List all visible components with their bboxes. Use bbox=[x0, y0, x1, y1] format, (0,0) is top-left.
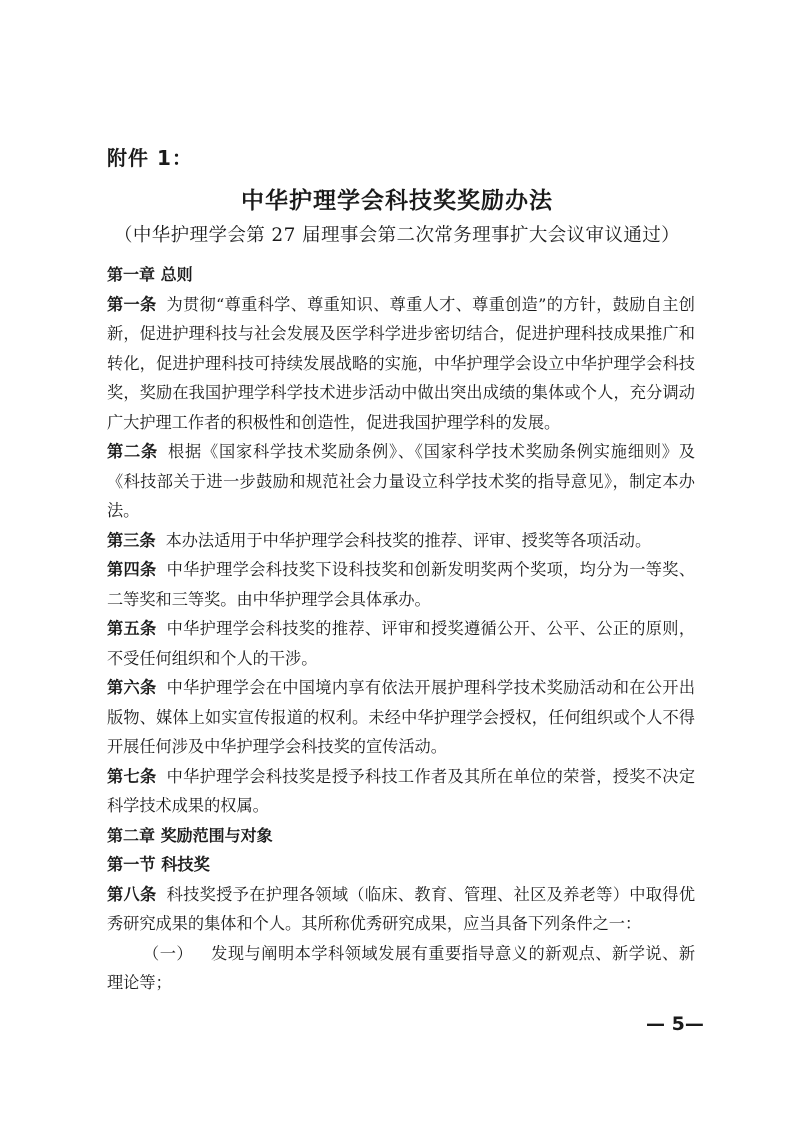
article-text: 为贯彻“尊重科学、尊重知识、尊重人才、尊重创造”的方针，鼓励自主创新，促进护理科技与社会发展及医学科学进步密切结合，促进护理科技成果推广和转化，促进护理科技可持续发展战略的实施，中华护理学会设立中华护理学会科技奖，奖励在我国护理学科学技术进步活动中做出突出成绩的集体或个人，充分调动广大护理工作者的积极性和创造性，促进我国护理学科的发展。 bbox=[107, 294, 695, 432]
chapter-heading: 第一章 总则 bbox=[107, 265, 193, 284]
section-heading: 第一节 科技奖 bbox=[107, 855, 210, 874]
article bbox=[107, 880, 695, 939]
document-title: 中华护理学会科技奖奖励办法 bbox=[241, 188, 553, 214]
article bbox=[107, 555, 695, 614]
article bbox=[107, 614, 695, 673]
article-heading: 第一条 bbox=[107, 294, 157, 314]
article-heading: 第六条 bbox=[107, 678, 157, 697]
article-text: 中华护理学会科技奖是授予科技工作者及其所在单位的荣誉，授奖不决定科学技术成果的权属。 bbox=[107, 766, 696, 815]
article-text: 本办法适用于中华护理学会科技奖的推荐、评审、授奖等各项活动。 bbox=[165, 530, 652, 550]
article-text: 中华护理学会在中国境内享有依法开展护理科学技术奖励活动和在公开出版物、媒体上如实宣传报道的权利。未经中华护理学会授权，任何组织或个人不得开展任何涉及中华护理学会科技奖的宣传活动。 bbox=[107, 678, 696, 756]
article-heading: 第七条 bbox=[107, 766, 157, 786]
document-subtitle: （中华护理学会第 27 届理事会第二次常务理事扩大会议审议通过） bbox=[113, 225, 681, 246]
list-item bbox=[107, 939, 695, 998]
article-text: 根据《国家科学技术奖励条例》、《国家科学技术奖励条例实施细则》及《科技部关于进一步鼓励和规范社会力量设立科学技术奖的指导意见》，制定本办法。 bbox=[107, 442, 695, 520]
article bbox=[107, 437, 695, 526]
chapter-heading: 第二章 奖励范围与对象 bbox=[107, 825, 273, 845]
article bbox=[107, 526, 695, 556]
page-number: — 5— bbox=[646, 1013, 704, 1035]
document-body bbox=[107, 260, 695, 998]
article-text: 中华护理学会科技奖的推荐、评审和授奖遵循公开、公平、公正的原则，不受任何组织和个人的干涉。 bbox=[107, 619, 696, 668]
article-heading: 第五条 bbox=[107, 619, 157, 638]
article bbox=[107, 762, 695, 821]
article-heading: 第八条 bbox=[107, 884, 157, 904]
article bbox=[107, 290, 695, 438]
item-number: （一） bbox=[143, 943, 194, 963]
article-heading: 第三条 bbox=[107, 530, 156, 550]
article-text: 科技奖授予在护理各领域（临床、教育、管理、社区及养老等）中取得优秀研究成果的集体和个人。其所称优秀研究成果，应当具备下列条件之一： bbox=[107, 884, 696, 933]
attachment-label: 附件 1： bbox=[107, 146, 193, 170]
article-text: 中华护理学会科技奖下设科技奖和创新发明奖两个奖项，均分为一等奖、二等奖和三等奖。由中华护理学会具体承办。 bbox=[107, 560, 696, 609]
article bbox=[107, 673, 695, 762]
item-text: 发现与阐明本学科领域发展有重要指导意义的新观点、新学说、新理论等； bbox=[107, 943, 696, 992]
article-heading: 第二条 bbox=[107, 442, 158, 461]
article-heading: 第四条 bbox=[107, 560, 157, 579]
